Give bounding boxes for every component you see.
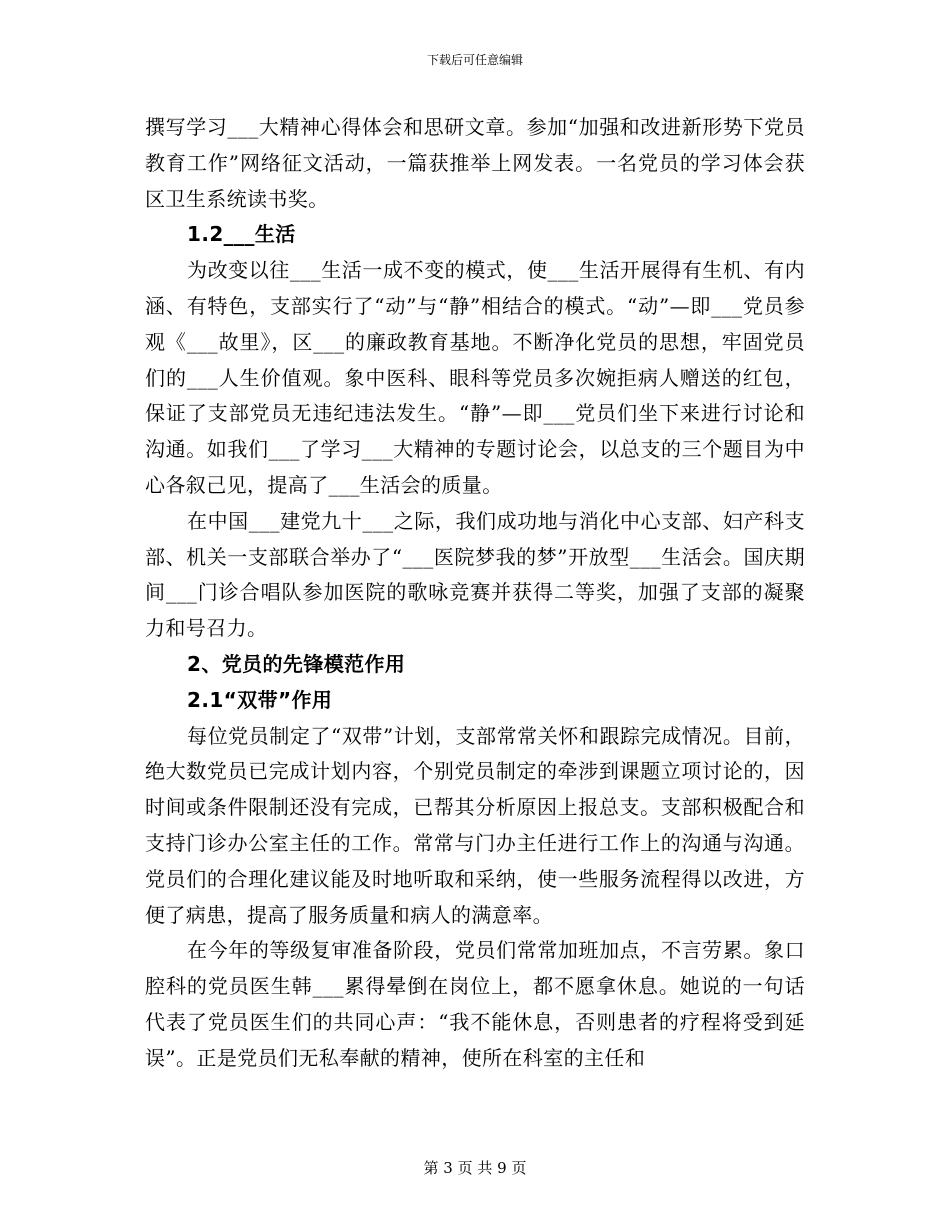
paragraph-continuation: 撰写学习___大精神心得体会和思研文章。参加“加强和改进新形势下党员教育工作”网络征文活动，一篇获推举上网发表。一名党员的学习体会获区卫生系统读书奖。 [145,115,805,211]
paragraph-body: 在中国___建党九十___之际，我们成功地与消化中心支部、妇产科支部、机关一支部联合举办了“___医院梦我的梦”开放型___生活会。国庆期间___门诊合唱队参加医院的歌咏竞赛并获得二等奖，加强了支部的凝聚力和号召力。 [145,508,805,641]
paragraph-body: 在今年的等级复审准备阶段，党员们常常加班加点，不言劳累。象口腔科的党员医生韩___累得晕倒在岗位上，都不愿拿休息。她说的一句话代表了党员医生们的共同心声：“我不能休息，否则患者的疗程将受到延误”。正是党员们无私奉献的精神，使所在科室的主任和 [145,938,805,1070]
paragraph-body: 为改变以往___生活一成不变的模式，使___生活开展得有生机、有内涵、有特色，支部实行了“动”与“静”相结合的模式。“动”—即___党员参观《___故里》，区___的廉政教育基地。不断净化党员的思想，牢固党员们的___人生价值观。象中医科、眼科等党员多次婉拒病人赠送的红包，保证了支部党员无违纪违法发生。“静”—即___党员们坐下来进行讨论和沟通。如我们___了学习___大精神的专题讨论会，以总支的三个题目为中心各叙己见，提高了___生活会的质量。 [145,258,805,497]
page-number-footer: 第 3 页 共 9 页 [423,1159,527,1177]
section-heading-1-2: 1.2___生活 [187,222,296,247]
section-heading-2: 2、党员的先锋模范作用 [187,651,406,676]
document-body [145,110,805,1077]
paragraph-body: 每位党员制定了“双带”计划，支部常常关怀和跟踪完成情况。目前，绝大数党员已完成计划内容，个别党员制定的牵涉到课题立项讨论的，因时间或条件限制还没有完成，已帮其分析原因上报总支。支部积极配合和支持门诊办公室主任的工作。常常与门办主任进行工作上的沟通与沟通。党员们的合理化建议能及时地听取和采纳，使一些服务流程得以改进，方便了病患，提高了服务质量和病人的满意率。 [145,723,805,927]
page-header: 下载后可任意编辑 [426,53,523,67]
section-heading-2-1: 2.1“双带”作用 [187,687,333,712]
